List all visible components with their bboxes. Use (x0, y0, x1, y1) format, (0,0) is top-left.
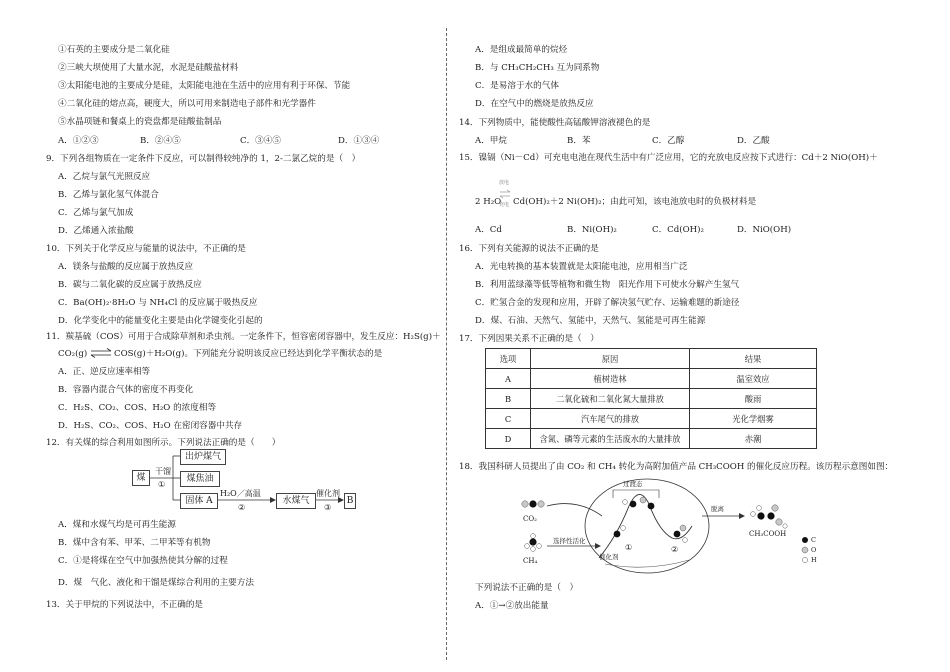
legend-oxygen: O (811, 546, 817, 554)
q9-stem: 9．下列各组物质在一定条件下反应，可以制得较纯净的 1，2-二氯乙烷的是（ ） (46, 154, 361, 164)
q15-products: Cd(OH)₂＋2 Ni(OH)₂；由此可知，该电池放电时的负极材料是 (513, 197, 757, 207)
q10-option-a: A．镁条与盐酸的反应属于放热反应 (58, 262, 194, 272)
acetic-acid-label: CH₃COOH (749, 530, 787, 538)
q8-item-2: ②三峡大坝使用了大量水泥，水泥是硅酸盐材料 (58, 63, 239, 73)
table-cell: 含氮、磷等元素的生活废水的大量排放 (531, 429, 690, 449)
q11-stem-product: COS(g)＋H₂O(g)。下列能充分说明该反应已经达到化学平衡状态的是 (114, 349, 383, 359)
q10-option-d: D．化学变化中的能量变化主要是由化学键变化引起的 (58, 316, 263, 326)
q13-stem: 13．关于甲烷的下列说法中，不正确的是 (46, 600, 204, 610)
coal-box: 煤 (132, 470, 150, 486)
q13-option-a: A．是组成最简单的烷烃 (475, 45, 568, 55)
q8-item-3: ③太阳能电池的主要成分是硅，太阳能电池在生活中的应用有利于环保、节能 (58, 81, 351, 91)
table-cell: B (486, 389, 531, 409)
table-row (486, 369, 817, 389)
q18-question: 下列说法不正确的是（ ） (475, 583, 579, 593)
q16-option-c: C．贮氢合金的发现和应用，开辟了解决氢气贮存、运输难题的新途径 (475, 298, 740, 308)
coal-utilization-diagram (130, 448, 355, 510)
table-header-row (486, 349, 817, 369)
table-cell: 植树造林 (531, 369, 690, 389)
catalyst-label: 催化剂 (316, 489, 340, 498)
pathway-drawing (517, 476, 817, 576)
table-header-cell: 原因 (531, 349, 690, 369)
q10-option-b: B．碳与二氧化碳的反应属于放热反应 (58, 280, 202, 290)
q11-option-c: C．H₂S、CO₂、COS、H₂O 的浓度相等 (58, 403, 217, 413)
q13-option-b: B．与 CH₃CH₂CH₃ 互为同系物 (475, 63, 600, 73)
table-cell: 温室效应 (690, 369, 817, 389)
q12-option-d: D．煤 气化、液化和干馏是煤综合利用的主要方法 (58, 578, 254, 588)
step-3-label: ③ (324, 503, 332, 512)
q9-option-b: B．乙烯与氯化氢气体混合 (58, 190, 159, 200)
table-row (486, 429, 817, 449)
q14-option-c: C．乙醇 (652, 136, 685, 146)
legend-carbon: C (811, 536, 816, 544)
table-cell: 光化学烟雾 (690, 409, 817, 429)
q15-reactant-water: 2 H₂O (475, 197, 502, 207)
q16-option-b: B．利用蓝绿藻等低等植物和微生物 阳光作用下可使水分解产生氢气 (475, 280, 740, 290)
dry-distillation-label: 干馏 (155, 467, 171, 476)
q11-option-d: D．H₂S、CO₂、COS、H₂O 在密闭容器中共存 (58, 421, 243, 431)
q13-option-c: C．是易溶于水的气体 (475, 81, 559, 91)
q13-option-d: D．在空气中的燃烧是放热反应 (475, 99, 594, 109)
table-cell: 汽车尾气的排放 (531, 409, 690, 429)
column-divider (446, 28, 447, 660)
table-cell: 赤潮 (690, 429, 817, 449)
table-header-cell: 选项 (486, 349, 531, 369)
state-2-label: ② (671, 545, 679, 554)
q9-option-a: A．乙烷与氯气光照反应 (58, 172, 151, 182)
coal-tar-box: 煤焦油 (180, 471, 220, 487)
q14-option-d: D．乙酸 (737, 136, 770, 146)
selective-activation-label: 选择性活化 (553, 537, 586, 545)
q12-option-b: B．煤中含有苯、甲苯、二甲苯等有机物 (58, 538, 211, 548)
table-cell: 二氧化硫和二氧化氮大量排放 (531, 389, 690, 409)
q16-stem: 16．下列有关能源的说法不正确的是 (459, 244, 599, 254)
q11-stem-line1: 11．羰基硫（COS）可用于合成除草剂和杀虫剂。一定条件下，恒容密闭容器中，发生反应：H₂S(g)＋ (46, 332, 441, 342)
solid-a-box: 固体 A (180, 493, 218, 509)
q9-option-c: C．乙烯与氯气加成 (58, 208, 134, 218)
q18-option-a: A．①→②放出能量 (475, 601, 549, 611)
q11-stem-reactant: CO₂(g) (58, 349, 88, 359)
equilibrium-arrow-icon (90, 348, 112, 358)
q8-item-5: ⑤水晶项链和餐桌上的瓷盘都是硅酸盐制品 (58, 117, 222, 127)
state-1-label: ① (625, 543, 633, 552)
legend-hydrogen: H (811, 556, 817, 564)
q12-option-a: A．煤和水煤气均是可再生能源 (58, 520, 176, 530)
table-header-cell: 结果 (690, 349, 817, 369)
table-cell: D (486, 429, 531, 449)
q16-option-d: D．煤、石油、天然气、氢能中，天然气、氢能是可再生能源 (475, 316, 706, 326)
step-1-label: ① (158, 480, 166, 489)
catalyst-label: 催化剂 (599, 553, 619, 561)
table-cell: 酸雨 (690, 389, 817, 409)
water-gas-box: 水煤气 (276, 493, 316, 509)
q17-table (485, 348, 817, 449)
q17-stem: 17．下列因果关系不正确的是（ ） (459, 334, 599, 344)
q15-option-c: C．Cd(OH)₂ (652, 225, 704, 235)
q14-stem: 14．下列物质中，能使酸性高锰酸钾溶液褪色的是 (459, 118, 651, 128)
table-row (486, 389, 817, 409)
transition-state-label: 过渡态 (623, 480, 643, 488)
q11-option-a: A．正、逆反应速率相等 (58, 367, 151, 377)
q10-option-c: C．Ba(OH)₂·8H₂O 与 NH₄Cl 的反应属于吸热反应 (58, 298, 258, 308)
q14-option-b: B．苯 (567, 136, 591, 146)
q8-item-4: ④二氧化硅的熔点高，硬度大，所以可用来制造电子部件和光学器件 (58, 99, 316, 109)
q15-stem: 15．镍镉（Ni－Cd）可充电电池在现代生活中有广泛应用，它的充放电反应按下式进行：Cd＋2 NiO(OH)＋ (459, 153, 878, 163)
q8-option-a: A．①②③ (58, 136, 99, 146)
q15-option-b: B．Ni(OH)₂ (567, 225, 617, 235)
table-row (486, 409, 817, 429)
q8-option-d: D．①③④ (338, 136, 380, 146)
table-cell: A (486, 369, 531, 389)
q15-option-a: A．Cd (475, 225, 502, 235)
q12-option-c: C．①是将煤在空气中加强热使其分解的过程 (58, 556, 228, 566)
q16-option-a: A．光电转换的基本装置就是太阳能电池，应用相当广泛 (475, 262, 688, 272)
release-label: 脱离 (711, 505, 724, 513)
q12-stem: 12．有关煤的综合利用如图所示。下列说法正确的是（ ） (46, 438, 281, 448)
product-b-box: B (344, 493, 356, 509)
q10-stem: 10．下列关于化学反应与能量的说法中，不正确的是 (46, 244, 246, 254)
co2-label: CO₂ (523, 515, 537, 523)
table-cell: C (486, 409, 531, 429)
q15-arrow-bottom-label: 充电 (499, 202, 510, 208)
q8-item-1: ①石英的主要成分是二氧化硅 (58, 45, 170, 55)
q15-option-d: D．NiO(OH) (737, 225, 792, 235)
q18-stem: 18．我国科研人员提出了由 CO₂ 和 CH₄ 转化为高附加值产品 CH₃COOH 的催化反应历程。该历程示意图如图： (459, 462, 894, 472)
q8-option-b: B．②④⑤ (140, 136, 181, 146)
reversible-arrow-icon (499, 187, 511, 201)
ch4-label: CH₄ (523, 557, 538, 565)
q15-arrow-top-label: 放电 (499, 180, 510, 186)
catalytic-pathway-diagram (517, 476, 817, 576)
q8-option-c: C．③④⑤ (240, 136, 281, 146)
coke-oven-gas-box: 出炉煤气 (180, 449, 226, 465)
q9-option-d: D．乙烯通入浓盐酸 (58, 226, 134, 236)
q11-option-b: B．容器内混合气体的密度不再变化 (58, 385, 194, 395)
q14-option-a: A．甲烷 (475, 136, 507, 146)
water-high-temp-label: H₂O／高温 (220, 489, 261, 498)
step-2-label: ② (238, 503, 246, 512)
